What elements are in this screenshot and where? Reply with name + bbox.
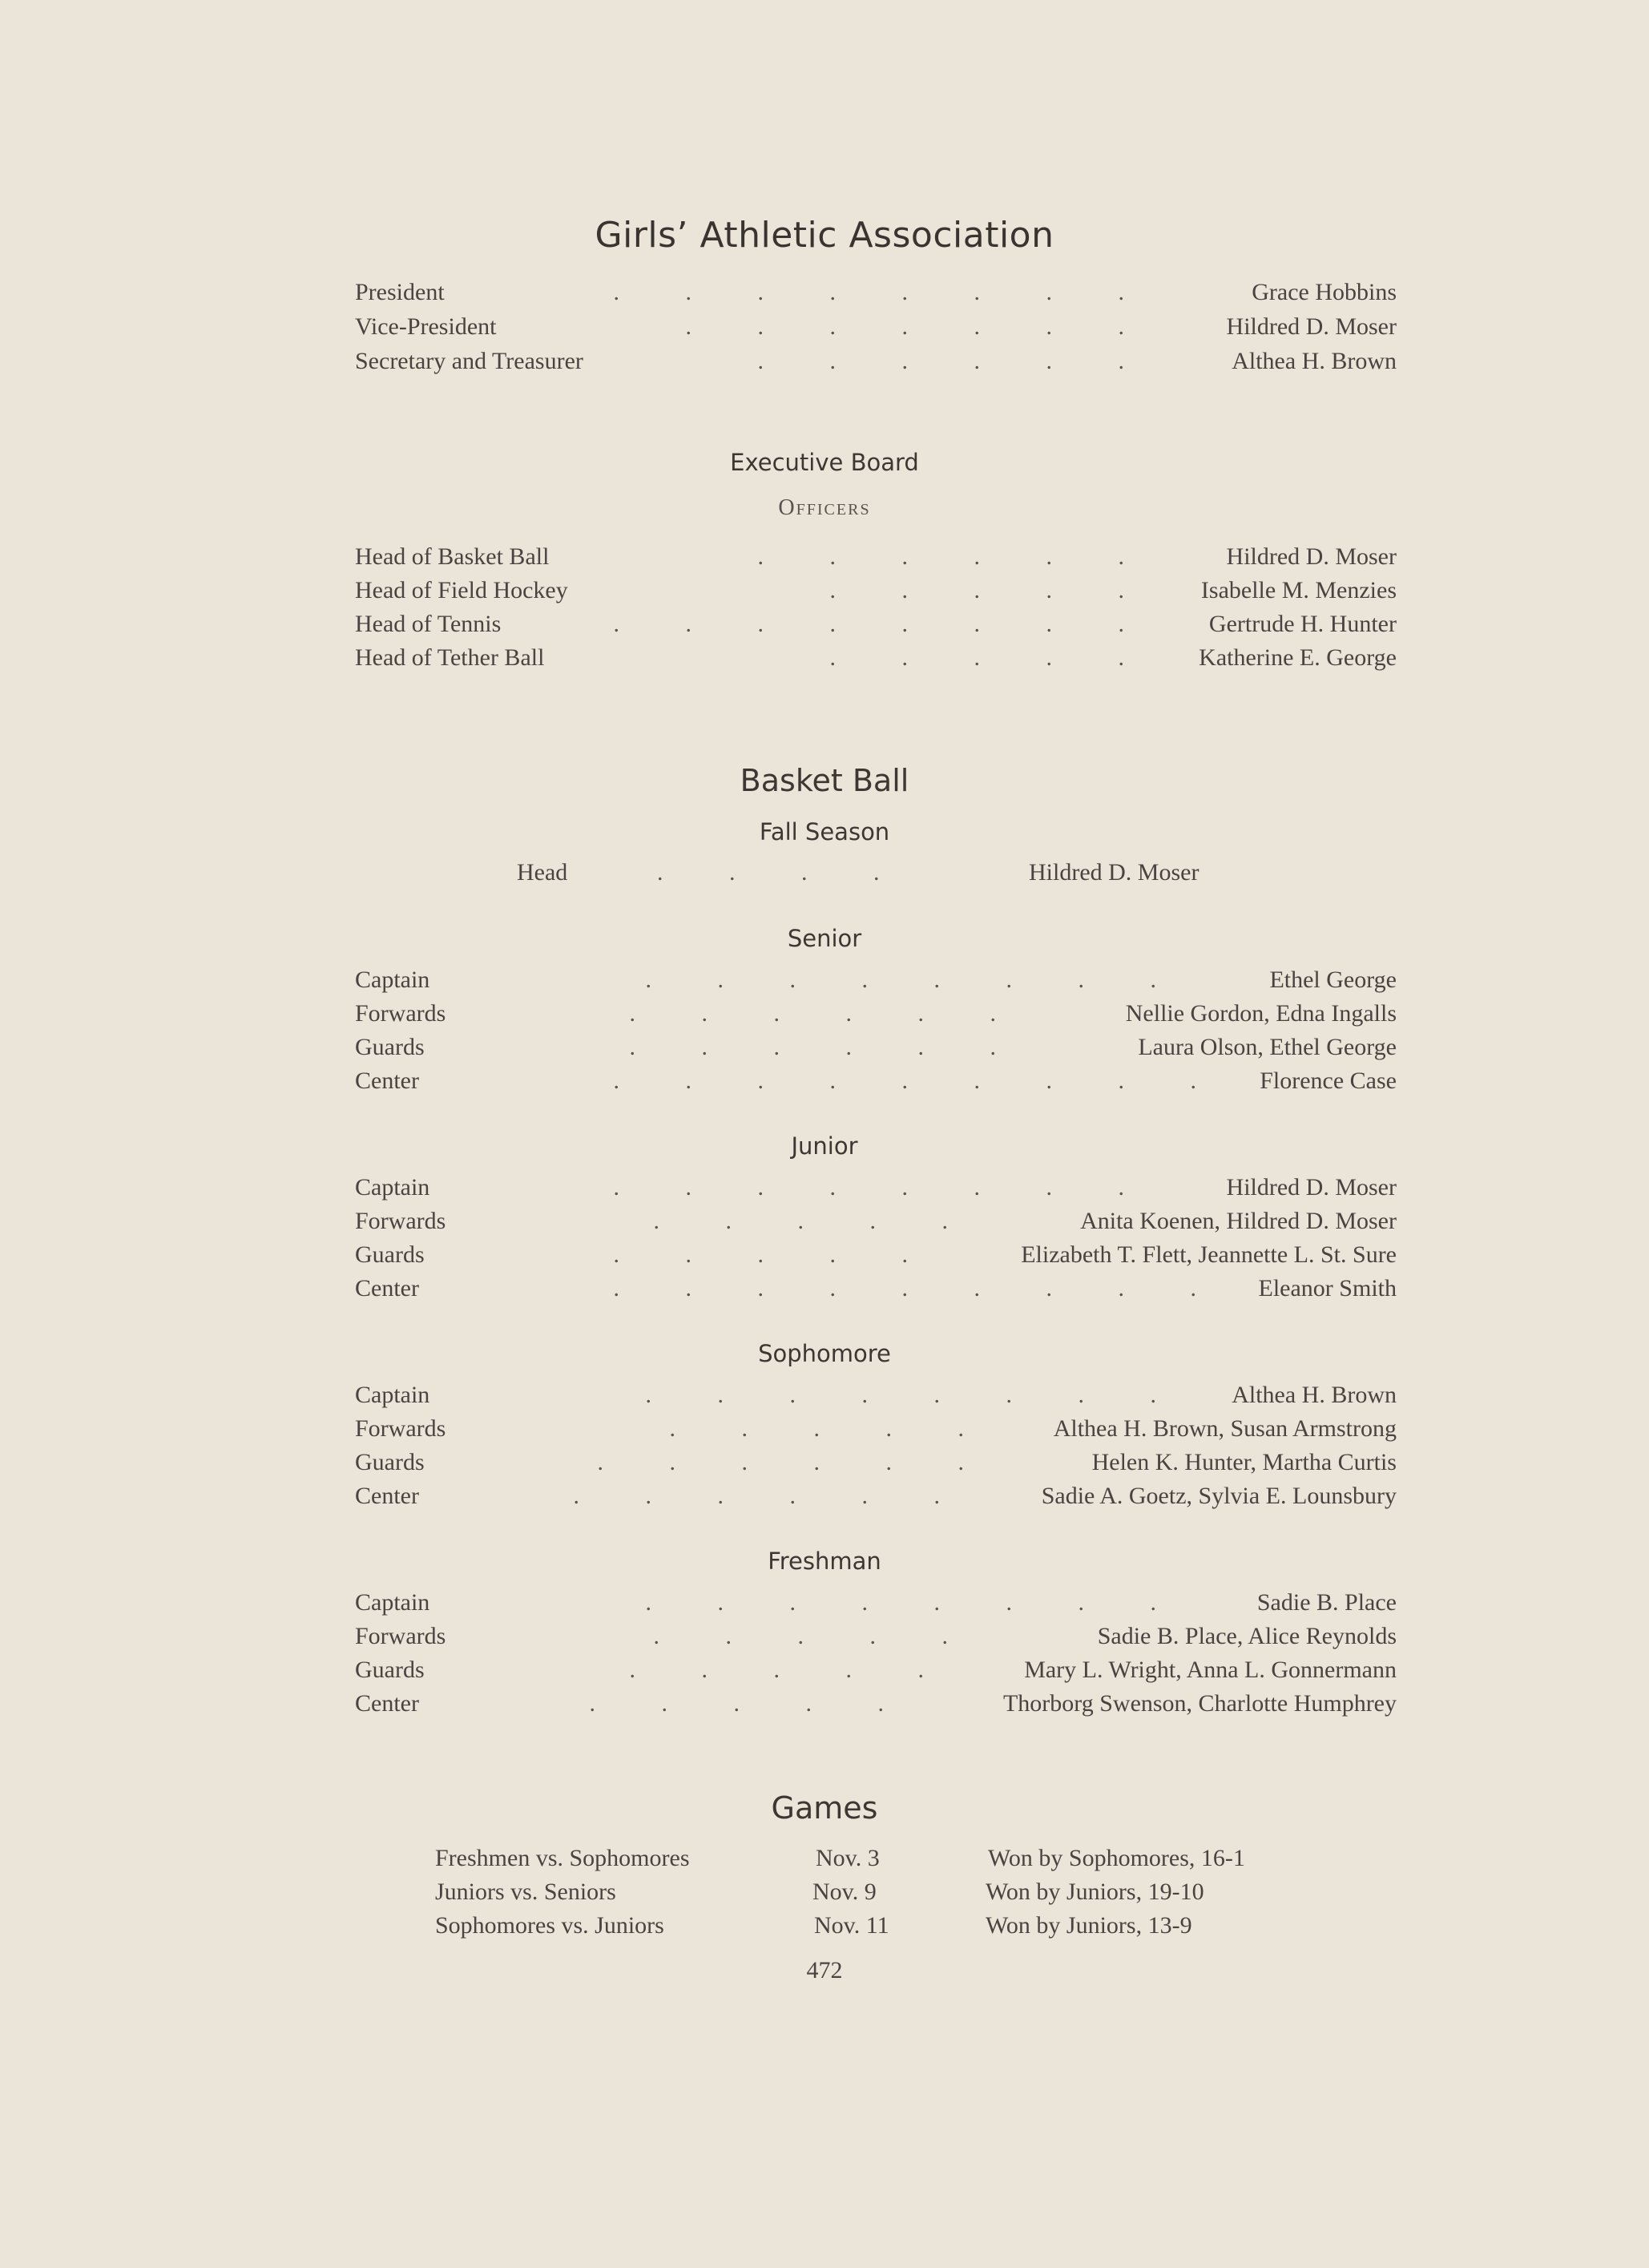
leader-dots: . . . . . . . . bbox=[613, 1174, 1124, 1201]
team-heading-sophomore: Sophomore bbox=[758, 1340, 891, 1367]
position-label: Captain bbox=[355, 967, 430, 993]
team-heading-junior: Junior bbox=[791, 1132, 858, 1160]
team-row bbox=[355, 1446, 1397, 1479]
player-names: Althea H. Brown, Susan Armstrong bbox=[1053, 1415, 1397, 1442]
player-names: Sadie A. Goetz, Sylvia E. Lounsbury bbox=[1041, 1483, 1397, 1509]
board-name: Katherine E. George bbox=[1199, 644, 1397, 671]
player-names: Sadie B. Place bbox=[1256, 1589, 1397, 1616]
team-row bbox=[355, 1378, 1397, 1412]
board-name: Hildred D. Moser bbox=[1226, 543, 1397, 570]
leader-dots: . . . . . . . . bbox=[645, 1382, 1156, 1408]
board-label: Head of Basket Ball bbox=[355, 543, 550, 570]
team-row bbox=[355, 1412, 1397, 1446]
game-result: Won by Juniors, 19-10 bbox=[986, 1879, 1204, 1905]
team-row bbox=[355, 1687, 1397, 1721]
position-label: Center bbox=[355, 1690, 419, 1717]
position-label: Forwards bbox=[355, 1415, 446, 1442]
leader-dots: . . . . . bbox=[653, 1208, 948, 1234]
officer-row bbox=[355, 276, 1397, 309]
player-names: Laura Olson, Ethel George bbox=[1138, 1034, 1397, 1060]
team-row bbox=[355, 1205, 1397, 1238]
position-label: Captain bbox=[355, 1174, 430, 1201]
leader-dots: . . . . . . bbox=[629, 1000, 996, 1027]
position-label: Forwards bbox=[355, 1208, 446, 1234]
team-row bbox=[355, 1653, 1397, 1687]
leader-dots: . . . . . . bbox=[629, 1034, 996, 1060]
player-names: Mary L. Wright, Anna L. Gonnermann bbox=[1024, 1657, 1397, 1683]
page-title: Girls’ Athletic Association bbox=[595, 215, 1054, 256]
game-date: Nov. 3 bbox=[816, 1845, 880, 1871]
position-label: Guards bbox=[355, 1241, 425, 1268]
position-label: Captain bbox=[355, 1589, 430, 1616]
leader-dots: . . . . . . . bbox=[685, 313, 1124, 340]
head-name: Hildred D. Moser bbox=[1029, 859, 1199, 886]
team-row bbox=[355, 1620, 1397, 1653]
board-row bbox=[355, 574, 1397, 607]
game-match: Juniors vs. Seniors bbox=[435, 1879, 616, 1905]
team-row bbox=[355, 1064, 1397, 1098]
player-names: Eleanor Smith bbox=[1258, 1275, 1397, 1301]
leader-dots: . . . . . . . . bbox=[645, 1589, 1156, 1616]
officer-row bbox=[355, 310, 1397, 344]
leader-dots: . . . . . . . . . bbox=[613, 1275, 1196, 1301]
game-match: Freshmen vs. Sophomores bbox=[435, 1845, 690, 1871]
team-row bbox=[355, 997, 1397, 1031]
board-row bbox=[355, 641, 1397, 675]
position-label: Guards bbox=[355, 1034, 425, 1060]
team-heading-freshman: Freshman bbox=[768, 1548, 881, 1575]
player-names: Florence Case bbox=[1260, 1067, 1397, 1094]
player-names: Elizabeth T. Flett, Jeannette L. St. Sure bbox=[1021, 1241, 1397, 1268]
board-label: Head of Field Hockey bbox=[355, 577, 568, 603]
team-row bbox=[355, 1586, 1397, 1620]
officers-subheading: Officers bbox=[778, 495, 871, 520]
officer-label: Secretary and Treasurer bbox=[355, 348, 583, 374]
position-label: Center bbox=[355, 1067, 419, 1094]
team-row bbox=[355, 1171, 1397, 1205]
leader-dots: . . . . . . . . bbox=[613, 279, 1124, 305]
leader-dots: . . . . . . bbox=[757, 543, 1124, 570]
position-label: Captain bbox=[355, 1382, 430, 1408]
leader-dots: . . . . . . bbox=[573, 1483, 940, 1509]
player-names: Ethel George bbox=[1269, 967, 1397, 993]
player-names: Sadie B. Place, Alice Reynolds bbox=[1097, 1623, 1397, 1649]
leader-dots: . . . . . . . . . bbox=[613, 1067, 1196, 1094]
team-row bbox=[355, 1479, 1397, 1513]
basket-ball-heading: Basket Ball bbox=[740, 763, 909, 798]
game-date: Nov. 11 bbox=[814, 1912, 889, 1939]
position-label: Forwards bbox=[355, 1623, 446, 1649]
player-names: Nellie Gordon, Edna Ingalls bbox=[1125, 1000, 1397, 1027]
board-name: Gertrude H. Hunter bbox=[1208, 611, 1397, 637]
officer-name: Grace Hobbins bbox=[1252, 279, 1397, 305]
game-result: Won by Sophomores, 16-1 bbox=[988, 1845, 1245, 1871]
team-heading-senior: Senior bbox=[787, 925, 862, 952]
leader-dots: . . . . . bbox=[653, 1623, 948, 1649]
officer-row bbox=[355, 345, 1397, 378]
fall-season-heading: Fall Season bbox=[759, 818, 890, 845]
board-row bbox=[355, 607, 1397, 641]
leader-dots: . . . . . bbox=[629, 1657, 924, 1683]
position-label: Forwards bbox=[355, 1000, 446, 1027]
position-label: Center bbox=[355, 1483, 419, 1509]
player-names: Anita Koenen, Hildred D. Moser bbox=[1080, 1208, 1397, 1234]
player-names: Althea H. Brown bbox=[1232, 1382, 1397, 1408]
executive-board-heading: Executive Board bbox=[730, 449, 919, 476]
officer-name: Hildred D. Moser bbox=[1226, 313, 1397, 340]
leader-dots: . . . . . . . . bbox=[645, 967, 1156, 993]
page-number: 472 bbox=[806, 1957, 843, 1983]
leader-dots: . . . . . bbox=[613, 1241, 908, 1268]
position-label: Center bbox=[355, 1275, 419, 1301]
leader-dots: . . . . bbox=[657, 859, 880, 886]
game-date: Nov. 9 bbox=[812, 1879, 877, 1905]
game-result: Won by Juniors, 13-9 bbox=[986, 1912, 1192, 1939]
leader-dots: . . . . . . bbox=[597, 1449, 964, 1475]
leader-dots: . . . . . bbox=[669, 1415, 964, 1442]
player-names: Thorborg Swenson, Charlotte Humphrey bbox=[1002, 1690, 1397, 1717]
officer-name: Althea H. Brown bbox=[1232, 348, 1397, 374]
leader-dots: . . . . . bbox=[829, 577, 1124, 603]
team-row bbox=[355, 963, 1397, 997]
team-row bbox=[355, 1031, 1397, 1064]
game-match: Sophomores vs. Juniors bbox=[435, 1912, 664, 1939]
team-row bbox=[355, 1238, 1397, 1272]
player-names: Hildred D. Moser bbox=[1226, 1174, 1397, 1201]
player-names: Helen K. Hunter, Martha Curtis bbox=[1091, 1449, 1397, 1475]
leader-dots: . . . . . . . . bbox=[613, 611, 1124, 637]
officer-label: Vice-President bbox=[355, 313, 497, 340]
board-name: Isabelle M. Menzies bbox=[1200, 577, 1397, 603]
position-label: Guards bbox=[355, 1657, 425, 1683]
leader-dots: . . . . . bbox=[829, 644, 1124, 671]
board-row bbox=[355, 540, 1397, 574]
board-label: Head of Tennis bbox=[355, 611, 502, 637]
position-label: Guards bbox=[355, 1449, 425, 1475]
team-row bbox=[355, 1272, 1397, 1306]
head-label: Head bbox=[517, 859, 568, 886]
games-heading: Games bbox=[771, 1790, 878, 1826]
officer-label: President bbox=[355, 279, 445, 305]
leader-dots: . . . . . . bbox=[757, 348, 1124, 374]
leader-dots: . . . . . bbox=[589, 1690, 884, 1717]
board-label: Head of Tether Ball bbox=[355, 644, 545, 671]
